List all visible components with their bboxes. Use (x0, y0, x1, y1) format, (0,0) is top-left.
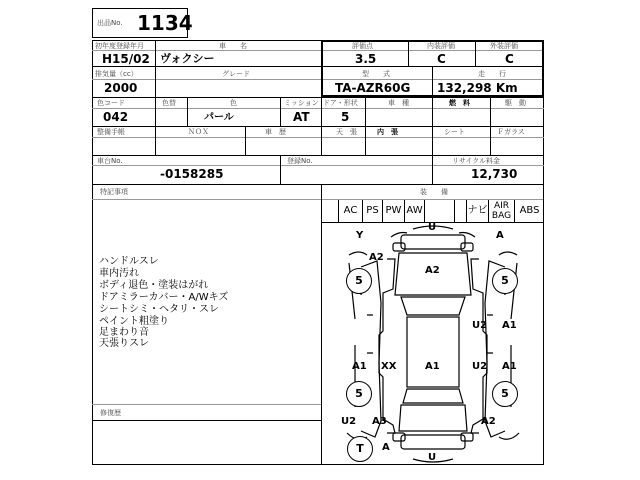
damage-code-y: Y (356, 230, 364, 241)
notes-label: 特記事項 (100, 188, 128, 196)
damage-code-a2-hood: A2 (425, 265, 440, 276)
mileage-value: 132,298 Km (437, 81, 518, 95)
damage-code-a2-left: A2 (369, 252, 384, 263)
color-code-value: 042 (103, 110, 129, 124)
color-label: 色 (230, 99, 237, 107)
cc-value: 2000 (104, 81, 138, 95)
score-label: 評価点 (352, 42, 373, 50)
fuel-label: 燃 料 (449, 99, 470, 107)
damage-code-a1-right-1: A1 (502, 320, 517, 331)
tire-rear-left: 5 (346, 381, 372, 407)
interior-label: 内装評価 (427, 42, 455, 50)
note-line: シートシミ・ヘタリ・スレ (99, 304, 219, 315)
glass-label: Ｆガラス (497, 128, 525, 136)
equip-aw: AW (405, 200, 425, 222)
damage-code-a-rear: A (382, 442, 390, 453)
recycle-value: 12,730 (471, 167, 518, 181)
score-value: 3.5 (355, 52, 377, 66)
equip-pw: PW (383, 200, 405, 222)
model-value: TA-AZR60G (335, 81, 411, 95)
color-change-label: 色替 (162, 99, 176, 107)
chassis-value: -0158285 (160, 167, 224, 181)
damage-code-a1-right-2: A1 (502, 361, 517, 372)
damage-code-u2-right-2: U2 (472, 361, 488, 372)
tire-rear-right: 5 (492, 381, 518, 407)
car-type-label: 車 種 (388, 99, 409, 107)
interior-value: C (437, 52, 446, 66)
cc-label: 排気量（cc） (95, 70, 138, 78)
lot-number: 1134 (137, 11, 193, 35)
year-value: H15/02 (102, 52, 150, 66)
equip-airbag: AIR BAG (489, 200, 515, 222)
damage-code-a3: A3 (372, 416, 387, 427)
year-label: 初年度登録年月 (95, 42, 144, 50)
car-condition-diagram (321, 223, 544, 465)
interior-lining-label: 内 張 (377, 128, 398, 136)
color-code-label: 色コード (97, 99, 125, 107)
repair-label: 修復歴 (100, 409, 121, 417)
manual-label: 整備手帳 (97, 128, 125, 136)
damage-code-u-rear: U (428, 452, 437, 463)
damage-code-u2-left-back: U2 (341, 416, 357, 427)
damage-code-u2-right-1: U2 (472, 320, 488, 331)
equip-abs: ABS (519, 205, 540, 216)
note-line: ハンドルスレ (99, 256, 159, 267)
note-line: ドアミラーカバー・A/Wキズ (99, 292, 229, 303)
registration-label: 登録No. (287, 157, 313, 165)
equip-ac: AC (339, 200, 363, 222)
history-label: 車 歴 (265, 128, 286, 136)
lot-label: 出品No. (97, 19, 123, 27)
damage-code-a1-left: A1 (352, 361, 367, 372)
model-label: 型 式 (362, 70, 390, 78)
door-label: ドア・形状 (323, 99, 358, 107)
mission-label: ミッション (284, 99, 319, 107)
note-line: ボディ退色・塗装はがれ (99, 280, 209, 291)
equip-ps: PS (363, 200, 383, 222)
note-line: 天張りスレ (99, 338, 149, 349)
spare-tire: T (347, 436, 373, 462)
color-value: パール (204, 112, 234, 123)
nox-label: ＮＯＸ (188, 128, 209, 136)
mission-value: AT (293, 110, 310, 124)
name-label: 車 名 (219, 42, 247, 50)
equip-blank-2 (455, 200, 467, 222)
tire-front-left: 5 (346, 268, 372, 294)
sunroof-label: 天 張 (336, 128, 357, 136)
recycle-label: リサイクル料金 (452, 157, 501, 165)
grade-label: グレード (222, 70, 250, 78)
door-value: 5 (341, 110, 350, 124)
car-name-value: ヴォクシー (160, 52, 215, 65)
equipment-label: 装 備 (420, 188, 448, 196)
drive-label: 駆 動 (505, 99, 526, 107)
damage-code-a-front: A (496, 230, 504, 241)
damage-code-xx: XX (381, 361, 397, 372)
equip-blank-1 (425, 200, 455, 222)
seat-label: シート (444, 128, 465, 136)
note-line: ペイント粗塗り (99, 316, 169, 327)
tire-front-right: 5 (492, 268, 518, 294)
damage-code-a2-right-back: A2 (481, 416, 496, 427)
lot-number-box (92, 8, 193, 38)
exterior-value: C (505, 52, 514, 66)
damage-code-a1-center: A1 (425, 361, 440, 372)
chassis-label: 車台No. (97, 157, 123, 165)
damage-code-u-front: U (428, 222, 437, 233)
note-line: 車内汚れ (99, 268, 139, 279)
note-line: 足まわり音 (99, 327, 149, 338)
equip-navi: ナビ (467, 200, 489, 222)
mileage-label: 走 行 (478, 70, 506, 78)
exterior-label: 外装評価 (490, 42, 518, 50)
